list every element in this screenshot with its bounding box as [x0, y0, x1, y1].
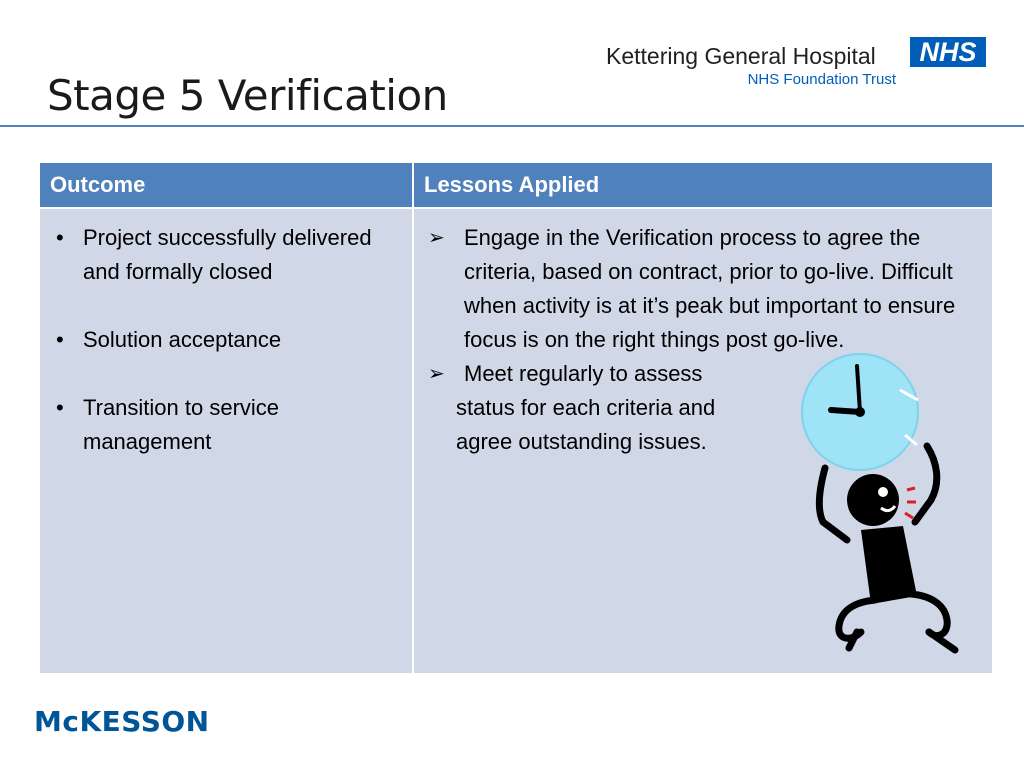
- header-outcome: Outcome: [39, 162, 413, 208]
- slide-title: Stage 5 Verification: [47, 71, 448, 120]
- stressed-person-holding-clock-icon: [795, 350, 975, 655]
- hospital-name: Kettering General Hospital: [606, 43, 876, 69]
- nhs-logo: NHS: [910, 37, 986, 67]
- title-rule: [0, 125, 1024, 127]
- lesson-text: Engage in the Verification process to agree the criteria, based on contract, prior to go-live. Difficult when activity is at it’s peak but important to ensure focus is on the right things post go-live.: [464, 225, 956, 352]
- header-lessons-applied: Lessons Applied: [413, 162, 993, 208]
- lesson-continuation: status for each criteria and: [456, 395, 716, 420]
- lesson-item: [424, 221, 982, 357]
- arrow-bullet-icon: ➢: [428, 227, 445, 249]
- trust-name: NHS Foundation Trust: [747, 71, 896, 88]
- lesson-text: Meet regularly to assess: [464, 361, 703, 386]
- arrow-bullet-icon: ➢: [428, 363, 445, 385]
- outcome-item: • Transition to service management: [50, 391, 402, 459]
- outcome-cell: [39, 208, 413, 674]
- mckesson-logo: McKESSON: [34, 705, 210, 738]
- lesson-continuation: agree outstanding issues.: [456, 429, 707, 454]
- outcome-list: [50, 221, 402, 459]
- hospital-brand: [604, 36, 984, 92]
- outcome-item: • Solution acceptance: [50, 323, 402, 357]
- outcome-item: • Project successfully delivered and formally closed: [50, 221, 402, 289]
